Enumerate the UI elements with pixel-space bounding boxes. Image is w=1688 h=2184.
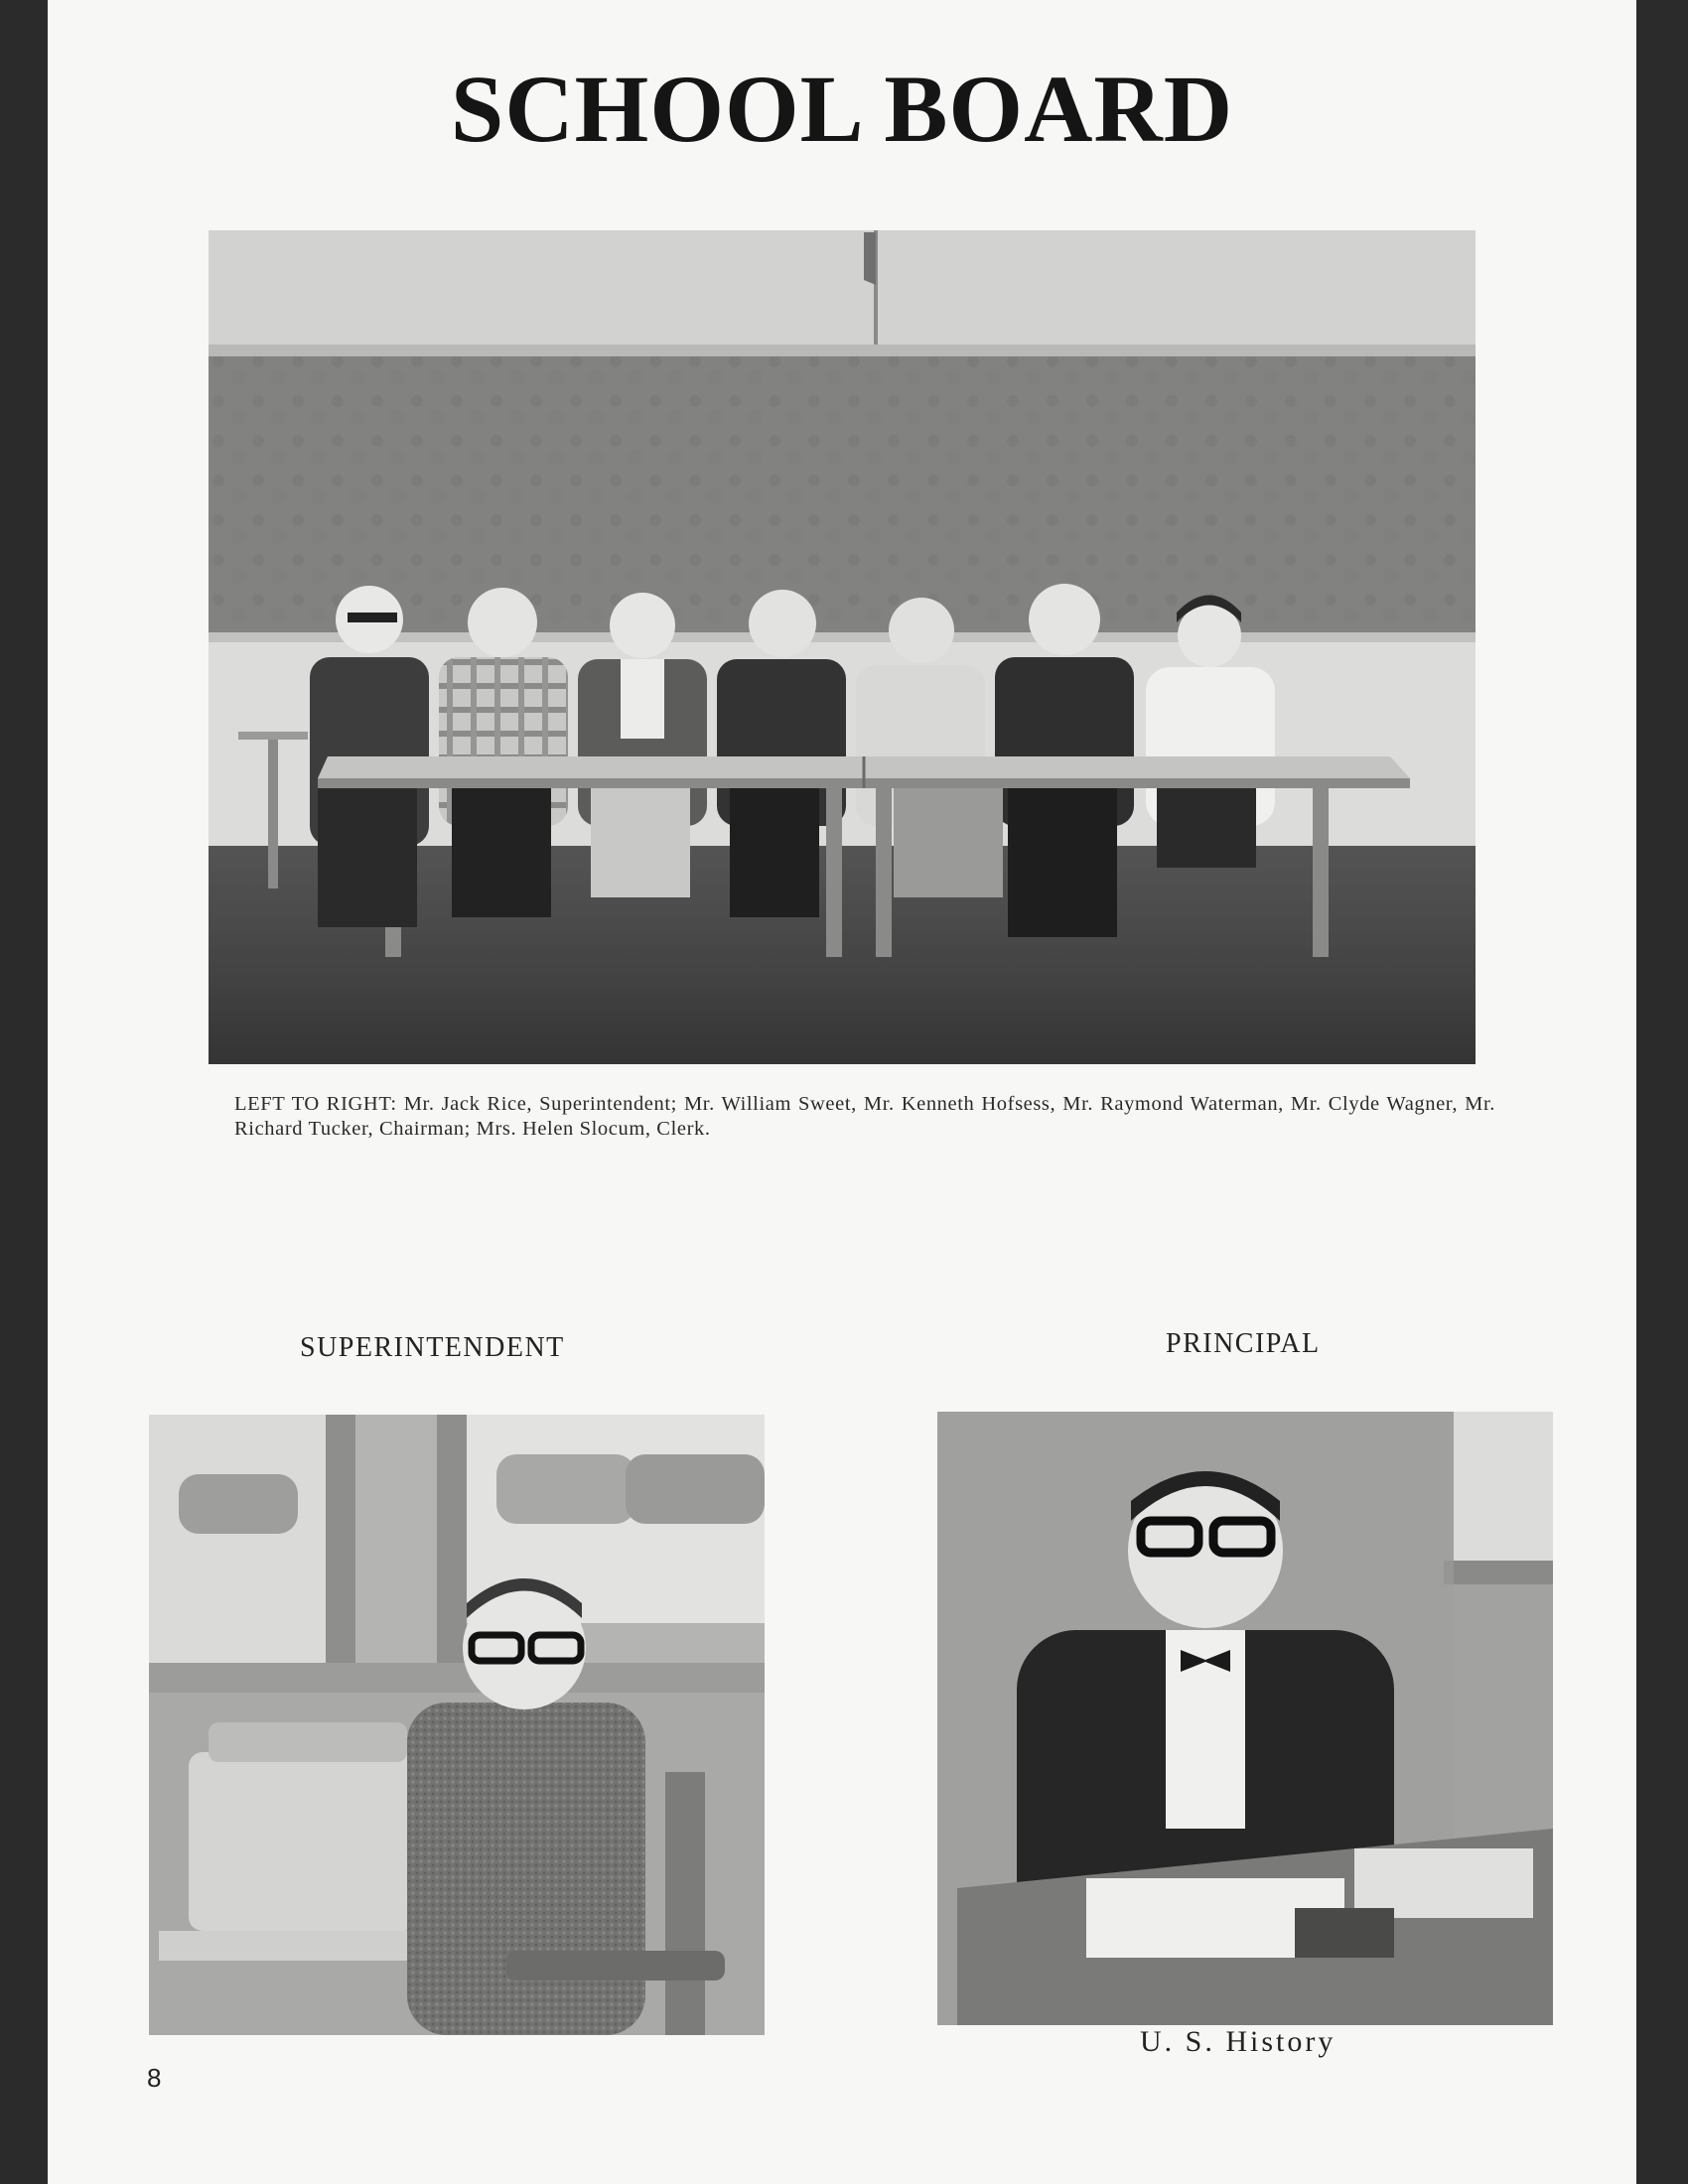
principal-label: PRINCIPAL <box>1166 1328 1321 1359</box>
principal-photo-image <box>937 1412 1553 2025</box>
principal-subject: U. S. History <box>1140 2025 1336 2058</box>
yearbook-page <box>48 0 1636 2184</box>
page-number: 8 <box>147 2063 162 2093</box>
school-board-photo <box>209 230 1476 1064</box>
page-title: SCHOOL BOARD <box>450 56 1234 162</box>
principal-photo <box>937 1412 1553 2025</box>
superintendent-label: SUPERINTENDENT <box>300 1332 565 1363</box>
school-board-photo-image <box>209 230 1476 1064</box>
superintendent-photo <box>149 1415 765 2035</box>
superintendent-photo-image <box>149 1415 765 2035</box>
board-photo-caption: LEFT TO RIGHT: Mr. Jack Rice, Superintendent; Mr. William Sweet, Mr. Kenneth Hofsess, Mr. Raymond Waterman, Mr. Clyde Wagner, Mr. Richard Tucker, Chairman; Mrs. Helen Slocum, Clerk. <box>234 1093 1495 1140</box>
